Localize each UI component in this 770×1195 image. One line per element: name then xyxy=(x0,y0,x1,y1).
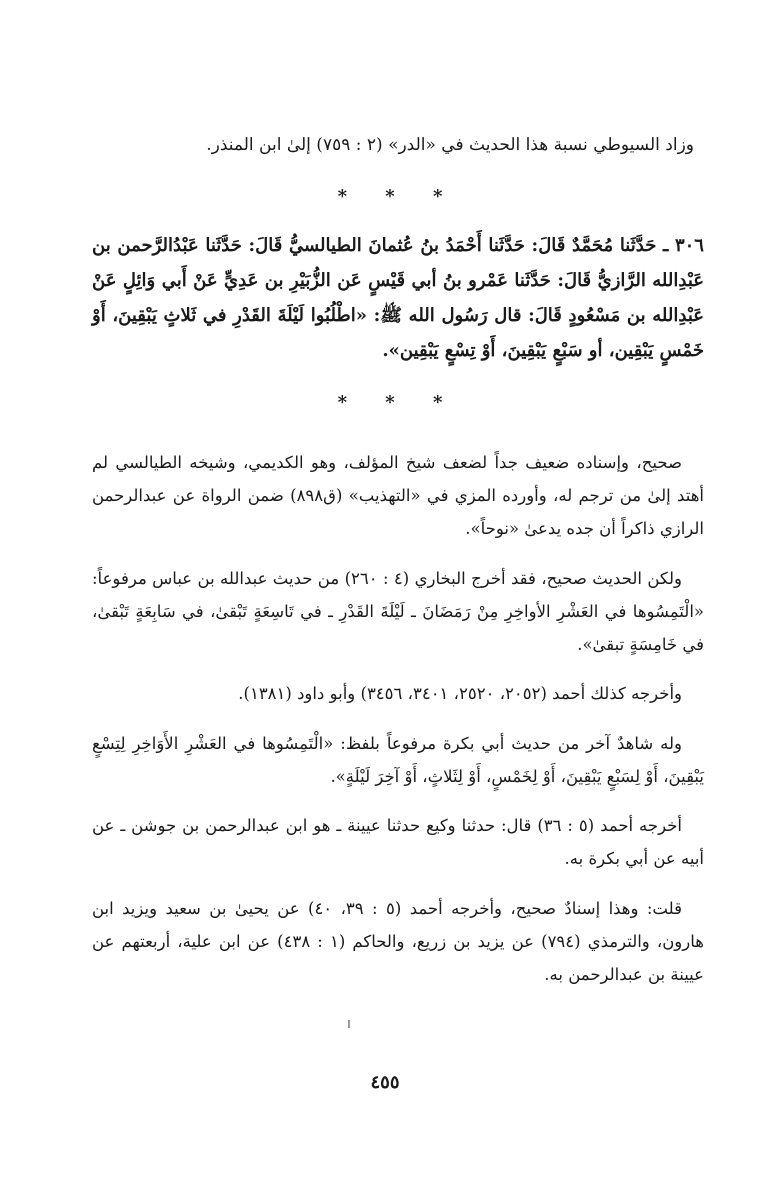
section-separator: * * * xyxy=(337,392,459,413)
intro-paragraph: وزاد السيوطي نسبة هذا الحديث في «الدر» (٢ : ٧٥٩) إلىٰ ابن المنذر. xyxy=(206,135,694,155)
page-number: ٤٥٥ xyxy=(370,1072,400,1093)
hadith-paragraph xyxy=(92,228,704,368)
hadith-number: ٣٠٦ ـ xyxy=(663,235,704,256)
print-mark xyxy=(348,1020,350,1028)
hadith-text: حَدَّثَنا مُحَمَّدٌ قَالَ: حَدَّثَنا أَحْمَدُ بنُ عُثمانَ الطيالسيُّ قَالَ: حَدَّثَنا عَبْدُالرَّحمن بن عَبْدِالله الرَّازيُّ قَالَ: حَدَّثَنا عَمْرو بنُ أبي قَيْسٍ عَن الزُّبَيْرِ بن عَدِيٍّ عَنْ أَبي وَائِلٍ عَنْ عَبْدِالله بن مَسْعُودٍ قَالَ: قال رَسُول الله ﷺ: «اطْلُبُوا لَيْلَةَ القَدْرِ في ثَلاثٍ يَبْقِينَ، أَوْ خَمْسٍ يَبْقِين، أو سَبْعٍ يَبْقِينَ، أَوْ تِسْعٍ يَبْقِين». xyxy=(92,235,704,361)
commentary-paragraph: وأخرجه كذلك أحمد (٢٠٥٢، ٢٥٢٠، ٣٤٠١، ٣٤٥٦) وأبو داود (١٣٨١). xyxy=(238,684,682,703)
page-body xyxy=(92,118,704,1007)
section-separator: * * * xyxy=(337,186,459,207)
commentary-paragraph: أخرجه أحمد (٥ : ٣٦) قال: حدثنا وكيع حدثنا عيينة ـ هو ابن عبدالرحمن بن جوشن ـ عن أبيه عن أبي بكرة به. xyxy=(92,816,704,868)
commentary-paragraph: وله شاهدٌ آخر من حديث أبي بكرة مرفوعاً بلفظ: «الْتَمِسُوها في العَشْرِ الأَوَاخِرِ لِتِسْعٍ يَبْقِينَ، أَوْ لِسَبْعٍ يَبْقِينَ، أَوْ لِخَمْسٍ، أَوْ لِثَلاثٍ، أَوْ آخِرَ لَيْلَةٍ». xyxy=(92,733,704,786)
commentary-paragraph: صحيح، وإسناده ضعيف جداً لضعف شيخ المؤلف، وهو الكديمي، وشيخه الطيالسي لم أهتد إلىٰ من ترجم له، وأورده المزي في «التهذيب» (ق٨٩٨) ضمن الرواة عن عبدالرحمن الرازي ذاكراً أن جده يدعىٰ «نوحاً». xyxy=(92,453,704,538)
commentary-paragraph: قلت: وهذا إسنادٌ صحيح، وأخرجه أحمد (٥ : ٣٩، ٤٠) عن يحيىٰ بن سعيد ويزيد ابن هارون، والترمذي (٧٩٤) عن يزيد بن زريع، والحاكم (١ : ٤٣٨) عن ابن علية، أربعتهم عن عيينة بن عبدالرحمن به. xyxy=(92,898,704,984)
commentary-paragraph: ولكن الحديث صحيح، فقد أخرج البخاري (٤ : ٢٦٠) من حديث عبدالله بن عباس مرفوعاً: «الْتَمِسُوها في العَشْرِ الأواخِرِ مِنْ رَمَضَانَ ـ لَيْلَةَ القَدْرِ ـ في تَاسِعَةٍ تَبْقىٰ، في سَابِعَةٍ تَبْقىٰ، في خَامِسَةٍ تبقىٰ». xyxy=(92,568,704,654)
